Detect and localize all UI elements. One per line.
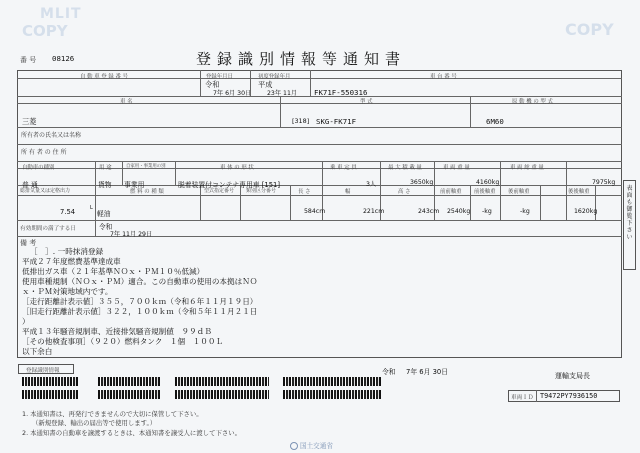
displacement-label: 総排気量又は定格出力 (20, 188, 71, 194)
redacted-ident-block (175, 390, 269, 399)
remarks-line: ［旧走行距離計表示値］３２２，１００ｋｍ（令和５年１１月２１日 (22, 307, 258, 316)
height-label: 高 さ (398, 189, 411, 195)
fuel-label: 燃 料 の 種 類 (130, 189, 164, 195)
number-label: 番 号 (20, 56, 37, 64)
rf-axle-label: 後前軸重 (508, 189, 530, 195)
redacted-ident-block (98, 377, 160, 386)
remarks-line: 平成１３年騒音規制車、近接排気騒音規制値 ９９ｄＢ (22, 327, 212, 336)
length-value: 584cm (304, 208, 326, 215)
type-value: SKG-FK71F (316, 117, 357, 126)
engine-label: 原 動 機 の 型 式 (512, 99, 553, 105)
car-id-label: 車両ＩＤ (511, 395, 534, 401)
expiry-date: 7年 11月 29日 (110, 231, 153, 238)
rule (95, 161, 96, 236)
note-1: 1. 本通知書は、再発行できませんので大切に保管して下さい。 (22, 410, 203, 418)
reg-no-label: 自 動 車 登 録 番 号 (80, 74, 129, 80)
see-front-side-box: 表面も御覧下さい (623, 180, 636, 270)
name-label: 車 名 (120, 99, 133, 105)
remarks-line: ［その他検査事項］（９２０）燃料タンク １個 １００Ｌ (22, 337, 224, 346)
redacted-ident-block (175, 377, 269, 386)
rule (200, 70, 201, 96)
redacted-ident-block (22, 390, 78, 399)
chassis-no-value: FK71F-550316 (314, 88, 368, 97)
remarks-line: ［走行距離計表示値］３５５，７００ｋｍ（令和６年１１月１９日） (22, 297, 258, 306)
use-value: 貨物 (98, 181, 112, 189)
rule (175, 161, 176, 185)
remarks-line: ［ ］. 一時抹消登録 (30, 247, 104, 256)
displacement-value: 7.54 (60, 208, 76, 216)
rule (536, 390, 537, 402)
body-value: 脱着装置付コンテナ専用車 [151] (178, 181, 280, 189)
max-load-value: 3650kg (410, 179, 434, 186)
purpose-label: 自家用・事業用の別 (126, 164, 166, 169)
remarks-line: 平成２７年度燃費基準達成車 (22, 257, 121, 266)
note-2: 2. 本通知書の自動車を譲渡するときは、本通知書を譲受人に渡して下さい。 (22, 429, 242, 437)
number-value: 08126 (52, 54, 75, 63)
kind-label: 自動車の種別 (22, 165, 55, 171)
capacity-label: 乗 車 定 員 (330, 165, 357, 171)
remarks-line: ｘ・ＰＭ対策地域内です。 (22, 287, 113, 296)
kind-value: 普 通 (22, 181, 38, 189)
class-no-label: 類別区分番号 (246, 188, 277, 194)
body-label: 車 体 の 形 状 (220, 165, 254, 171)
rf-axle-value: -kg (520, 208, 530, 215)
width-value: 221cm (363, 208, 385, 215)
first-reg-label: 初度登録年月 (258, 74, 291, 80)
expiry-label: 有効期間の満了する日 (20, 226, 76, 232)
fuel-value: 軽油 (97, 210, 111, 218)
ident-label: 登録識別情報 (26, 368, 60, 374)
gross-value: 7975kg (592, 179, 616, 186)
first-reg-era: 平成 (258, 80, 273, 89)
rule (470, 96, 471, 127)
chassis-label: 車 台 番 号 (430, 74, 457, 80)
remarks-line: 以下余白 (22, 347, 53, 356)
owner-name-label: 所有者の氏名又は名称 (21, 132, 82, 139)
rule (500, 161, 501, 220)
ff-axle-value: 2540kg (447, 208, 471, 215)
note-1b: （新規登録、輸出の届出等で使用します。） (32, 419, 157, 427)
issuer: 運輸支局長 (555, 372, 590, 380)
copy-watermark-right: COPY (565, 20, 614, 39)
rule (240, 185, 241, 220)
capacity-value: 3人 (366, 181, 377, 188)
gross-label: 車 両 総 重 量 (510, 165, 544, 171)
ministry-mark-icon (290, 442, 298, 450)
rule (290, 185, 291, 220)
remarks-label: 備 考 (20, 239, 37, 247)
issue-date: 7年 6月 30日 (406, 368, 449, 376)
displacement-unit: L (90, 205, 93, 211)
rule (17, 195, 622, 196)
reg-era: 令和 (205, 80, 220, 89)
copy-watermark: COPY (22, 22, 68, 40)
rule (566, 161, 567, 220)
expiry-era: 令和 (99, 223, 113, 231)
fr-axle-value: -kg (482, 208, 492, 215)
remarks-line: 低排出ガス車（２１年基準ＮＯｘ・ＰＭ１０％低減） (22, 267, 205, 276)
use-label: 用 途 (99, 165, 112, 171)
rule (280, 96, 281, 127)
rule (17, 236, 622, 237)
rule (17, 144, 622, 145)
length-label: 長 さ (298, 189, 311, 195)
type-code-value: [318] (292, 117, 310, 125)
weight-value: 4160kg (476, 179, 500, 186)
height-value: 243cm (418, 208, 440, 215)
redacted-ident-block (283, 377, 381, 386)
remarks-line: 使用車種規制（ＮＯｘ・ＰＭ）適合。この自動車の使用の本拠はＮＯ (22, 277, 258, 286)
max-load-label: 最 大 積 載 量 (388, 165, 422, 171)
redacted-ident-block (283, 390, 381, 399)
engine-value: 6M60 (486, 117, 504, 126)
redacted-ident-block (22, 377, 78, 386)
ministry-mark: 国土交通省 (290, 440, 333, 450)
reg-date-value: 7年 6月 30日 (213, 90, 252, 97)
car-id-value: T9472PY7936150 (540, 392, 598, 400)
model-no-label: 型式指定番号 (204, 188, 235, 194)
issue-era: 令和 (382, 368, 396, 376)
rr-axle-value: 1620kg (574, 208, 598, 215)
maker-value: 三菱 (22, 117, 37, 126)
rr-axle-label: 後後軸重 (568, 189, 590, 195)
redacted-ident-block (98, 390, 160, 399)
mlit-watermark-logo: MLIT (40, 6, 82, 22)
purpose-value: 事業用 (124, 181, 145, 189)
rule (122, 161, 123, 185)
remarks-line: ） (22, 317, 30, 326)
fr-axle-label: 前後軸重 (474, 189, 496, 195)
rule (310, 70, 311, 96)
ff-axle-label: 前前軸重 (440, 189, 462, 195)
type-label: 型 式 (360, 99, 373, 105)
rule (17, 161, 622, 162)
rule (17, 127, 622, 128)
rule (540, 185, 541, 220)
owner-address-label: 所 有 者 の 住 所 (21, 149, 67, 156)
weight-label: 車 両 重 量 (443, 165, 470, 171)
reg-date-label: 登録年月日 (206, 74, 233, 80)
first-reg-value: 23年 11月 (267, 90, 298, 97)
width-label: 幅 (345, 189, 351, 195)
page-title: 登録識別情報等通知書 (196, 50, 407, 68)
rule (200, 185, 201, 220)
